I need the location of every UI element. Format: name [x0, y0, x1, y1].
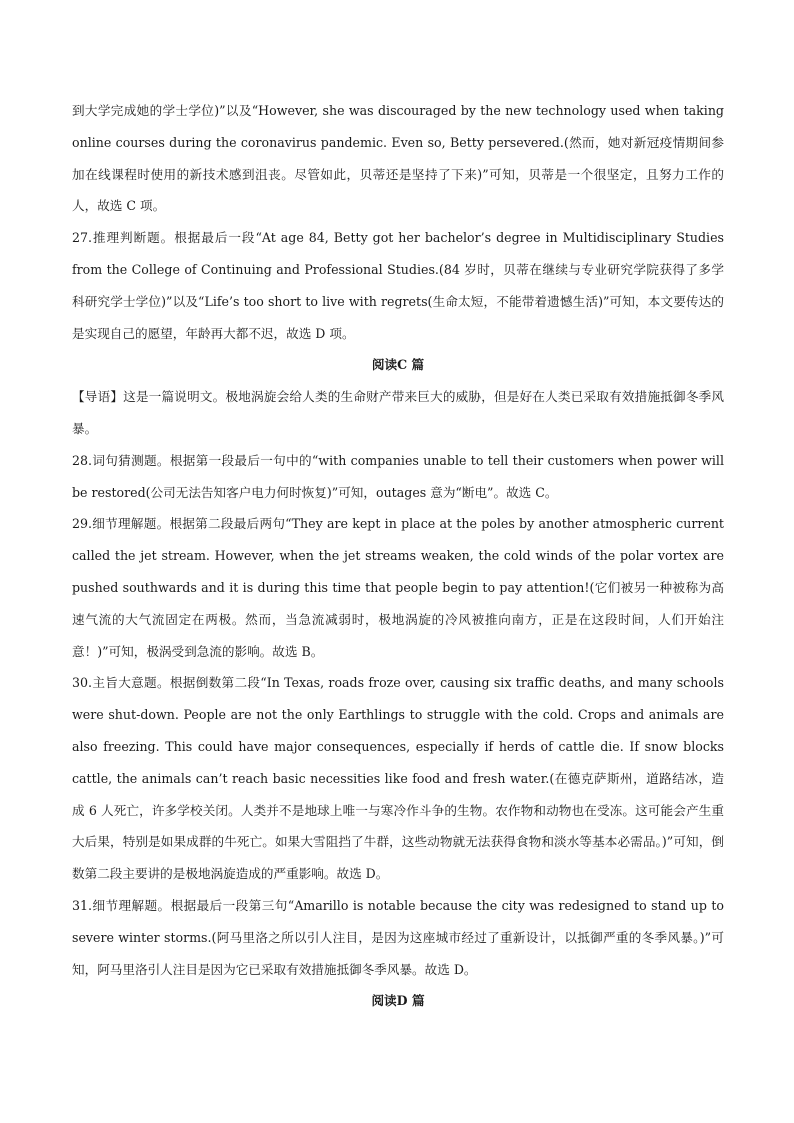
paragraph-question-27: 27.推理判断题。根据最后一段“At age 84, Betty got her bachelor’s degree in Multidisciplinary Studies from the College of Continuing and Professional Studies.(84 岁时，贝蒂在继续与专业研究学院获得了多学科研究学士学位)”以及“Life’s too short to live with regrets(生命太短，不能带着遗憾生活)”可知，本文要传达的是实现自己的愿望，年龄再大都不迟，故选 D 项。 — [72, 230, 724, 341]
paragraph-question-31: 31.细节理解题。根据最后一段第三句“Amarillo is notable because the city was redesigned to stand up to severe winter storms.(阿马里洛之所以引人注目，是因为这座城市经过了重新设计，以抵御严重的冬季风暴。)”可知，阿马里洛引人注目是因为它已采取有效措施抵御冬季风暴。故选 D。 — [72, 897, 724, 977]
paragraph-question-29: 29.细节理解题。根据第二段最后两句“They are kept in place at the poles by another atmospheric current called the jet stream. However, when the jet streams weaken, the cold winds of the polar vortex are pushed southwards and it is during this time that people begin to pay attention!(它们被另一种被称为高速气流的大气流固定在两极。然而，当急流减弱时，极地涡旋的冷风被推向南方，正是在这段时间，人们开始注意！)”可知，极涡受到急流的影响。故选 B。 — [72, 516, 724, 659]
paragraph-question-30: 30.主旨大意题。根据倒数第二段“In Texas, roads froze over, causing six traffic deaths, and many schools were shut-down. People are not the only Earthlings to struggle with the cold. Crops and animals are also freezing. This could have major consequences, especially if herds of cattle die. If snow blocks cattle, the animals can’t reach basic necessities like food and fresh water.(在德克萨斯州，道路结冰，造成 6 人死亡，许多学校关闭。人类并不是地球上唯一与寒冷作斗争的生物。农作物和动物也在受冻。这可能会产生重大后果，特别是如果成群的牛死亡。如果大雪阻挡了牛群，这些动物就无法获得食物和淡水等基本必需品。)”可知，倒数第二段主要讲的是极地涡旋造成的严重影响。故选 D。 — [72, 675, 724, 882]
paragraph-question-28: 28.词句猜测题。根据第一段最后一句中的“with companies unable to tell their customers when power will be restored(公司无法告知客户电力何时恢复)”可知，outages 意为“断电”。故选 C。 — [72, 452, 724, 500]
section-d-heading: 阅读D 篇 — [371, 993, 425, 1009]
section-c-heading: 阅读C 篇 — [371, 357, 425, 373]
answer-explanations — [72, 95, 724, 1017]
paragraph-section-c-intro: 【导语】这是一篇说明文。极地涡旋会给人类的生命财产带来巨大的威胁，但是好在人类已采取有效措施抵御冬季风暴。 — [72, 389, 724, 436]
paragraph-26-continued: 到大学完成她的学士学位)”以及“However, she was discouraged by the new technology used when taking online courses during the coronavirus pandemic. Even so, Betty persevered.(然而，她对新冠疫情期间参加在线课程时使用的新技术感到沮丧。尽管如此，贝蒂还是坚持了下来)”可知，贝蒂是一个很坚定，且努力工作的人，故选 C 项。 — [72, 103, 724, 214]
